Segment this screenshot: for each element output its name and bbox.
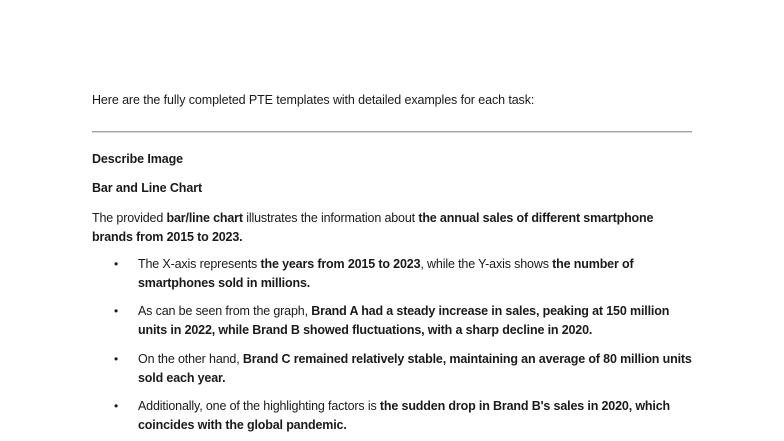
- list-item-bold: the years from 2015 to 2023: [260, 257, 421, 271]
- section-title: Describe Image: [92, 152, 184, 166]
- list-item-bold: the number of smartphones sold in millions.: [138, 257, 634, 290]
- subsection-title: Bar and Line Chart: [92, 181, 203, 195]
- bullet-icon: •: [114, 257, 119, 271]
- bullet-icon: •: [114, 352, 119, 366]
- list-item-bold: the sudden drop in Brand B's sales in 2020, which coincides with the global pandemic.: [138, 399, 671, 432]
- list-item-text: [138, 350, 694, 388]
- list-item-plain: As can be seen from the graph,: [138, 304, 312, 318]
- paragraph-text: illustrates the information about: [242, 211, 419, 225]
- paragraph-text: The provided: [92, 211, 167, 225]
- list-item-plain: On the other hand,: [138, 352, 243, 366]
- list-item-text: [138, 397, 694, 435]
- list-item-text: [138, 302, 694, 340]
- list-item-plain: , while the Y-axis shows: [420, 257, 553, 271]
- list-item-plain: The X-axis represents: [138, 257, 261, 271]
- bullet-icon: •: [114, 304, 119, 318]
- horizontal-divider: [92, 131, 692, 133]
- paragraph-bold-text: the annual sales of different smartphone brands from 2015 to 2023.: [92, 211, 654, 244]
- list-item-bold: Brand C remained relatively stable, maintaining an average of 80 million units sold each year.: [138, 352, 692, 385]
- paragraph-bold-text: bar/line chart: [166, 211, 243, 225]
- bullet-icon: •: [114, 399, 119, 413]
- list-item-bold: Brand A had a steady increase in sales, peaking at 150 million units in 2022, while Brand B showed fluctuations, with a sharp decline in 2020.: [138, 304, 670, 337]
- intro-paragraph: [92, 209, 672, 247]
- intro-text: Here are the fully completed PTE templates with detailed examples for each task:: [92, 93, 535, 107]
- list-item-text: [138, 255, 694, 293]
- list-item-plain: Additionally, one of the highlighting factors is: [138, 399, 380, 413]
